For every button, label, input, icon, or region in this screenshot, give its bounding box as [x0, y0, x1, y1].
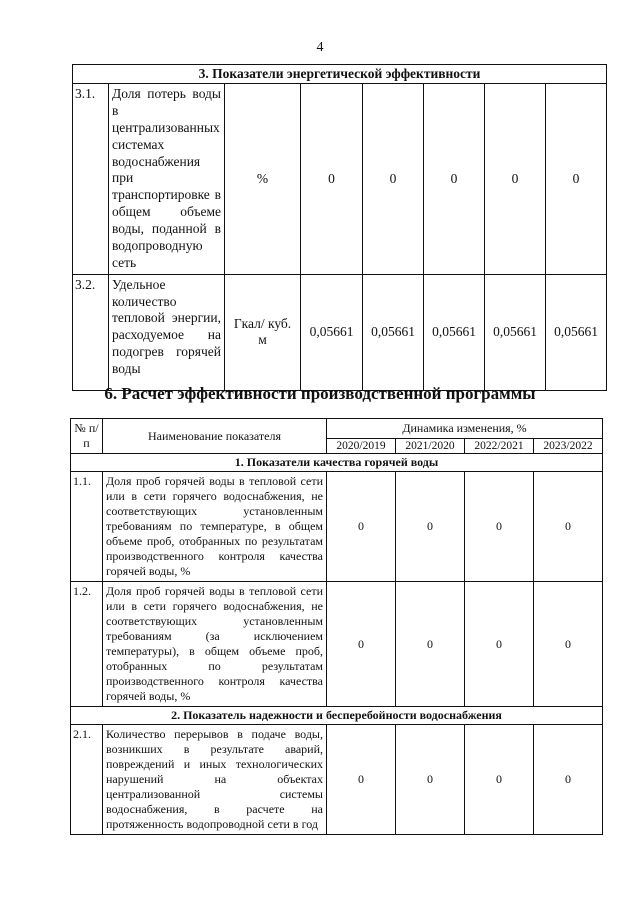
indicator-name: Доля проб горячей воды в тепловой сети или в сети горячего водоснабжения, не соответствующих установленным требованиям по температуре, в общем объеме проб, отобранных по результатам производственного контроля качества горячей воды, % [103, 472, 327, 582]
energy-section-header [73, 65, 607, 84]
table-row [73, 274, 607, 390]
value-cell: 0 [465, 472, 534, 582]
value-cell: 0 [396, 582, 465, 707]
section-heading: 6. Расчет эффективности производственной программы [104, 384, 536, 403]
year-header: 2021/2020 [396, 439, 465, 454]
value-cell: 0 [534, 472, 603, 582]
value-cell: 0 [301, 84, 363, 275]
section-header [71, 454, 603, 472]
indicator-name: Удельное количество тепловой энергии, расходуемое на подогрев горячей воды [109, 274, 225, 390]
row-number: 1.2. [71, 582, 103, 707]
indicator-name: Количество перерывов в подаче воды, возникших в результате аварий, повреждений и иных технологических нарушений на объектах централизованной системы водоснабжения, в расчете на протяженность водопроводной сети в год [103, 725, 327, 835]
page-number: 4 [316, 40, 324, 55]
value-cell: 0 [534, 725, 603, 835]
col-dynamics-header: Динамика изменения, % [327, 419, 603, 439]
value-cell: 0 [363, 84, 424, 275]
unit: % [225, 84, 301, 275]
energy-section-title: 3. Показатели энергетической эффективности [73, 65, 607, 84]
year-header: 2020/2019 [327, 439, 396, 454]
table-row [73, 84, 607, 275]
value-cell: 0 [485, 84, 546, 275]
value-cell: 0,05661 [363, 274, 424, 390]
year-header: 2022/2021 [465, 439, 534, 454]
row-number: 2.1. [71, 725, 103, 835]
value-cell: 0 [327, 725, 396, 835]
indicator-name: Доля проб горячей воды в тепловой сети или в сети горячего водоснабжения, не соответствующих установленным требованиям (за исключением температуры), в общем объеме проб, отобранных по результатам производственного контроля качества горячей воды, % [103, 582, 327, 707]
value-cell: 0 [396, 472, 465, 582]
value-cell: 0,05661 [546, 274, 607, 390]
value-cell: 0,05661 [301, 274, 363, 390]
col-name-header: Наименование показателя [103, 419, 327, 454]
table-row [71, 582, 603, 707]
row-number: 3.1. [73, 84, 109, 275]
production-efficiency-table [70, 418, 603, 835]
value-cell: 0 [534, 582, 603, 707]
row-number: 3.2. [73, 274, 109, 390]
energy-efficiency-table [72, 64, 607, 391]
indicator-name: Доля потерь воды в централизованных системах водоснабжения при транспортировке в общем объеме воды, поданной в водопроводную сеть [109, 84, 225, 275]
year-header: 2023/2022 [534, 439, 603, 454]
value-cell: 0 [327, 472, 396, 582]
section-header [71, 707, 603, 725]
value-cell: 0 [465, 725, 534, 835]
value-cell: 0 [424, 84, 485, 275]
reliability-section-title: 2. Показатель надежности и бесперебойности водоснабжения [71, 707, 603, 725]
value-cell: 0,05661 [485, 274, 546, 390]
value-cell: 0 [327, 582, 396, 707]
value-cell: 0 [546, 84, 607, 275]
header-row [71, 419, 603, 439]
table-row [71, 725, 603, 835]
row-number: 1.1. [71, 472, 103, 582]
unit: Гкал/ куб. м [225, 274, 301, 390]
col-num-header: № п/п [71, 419, 103, 454]
value-cell: 0,05661 [424, 274, 485, 390]
value-cell: 0 [465, 582, 534, 707]
quality-section-title: 1. Показатели качества горячей воды [71, 454, 603, 472]
table-row [71, 472, 603, 582]
value-cell: 0 [396, 725, 465, 835]
